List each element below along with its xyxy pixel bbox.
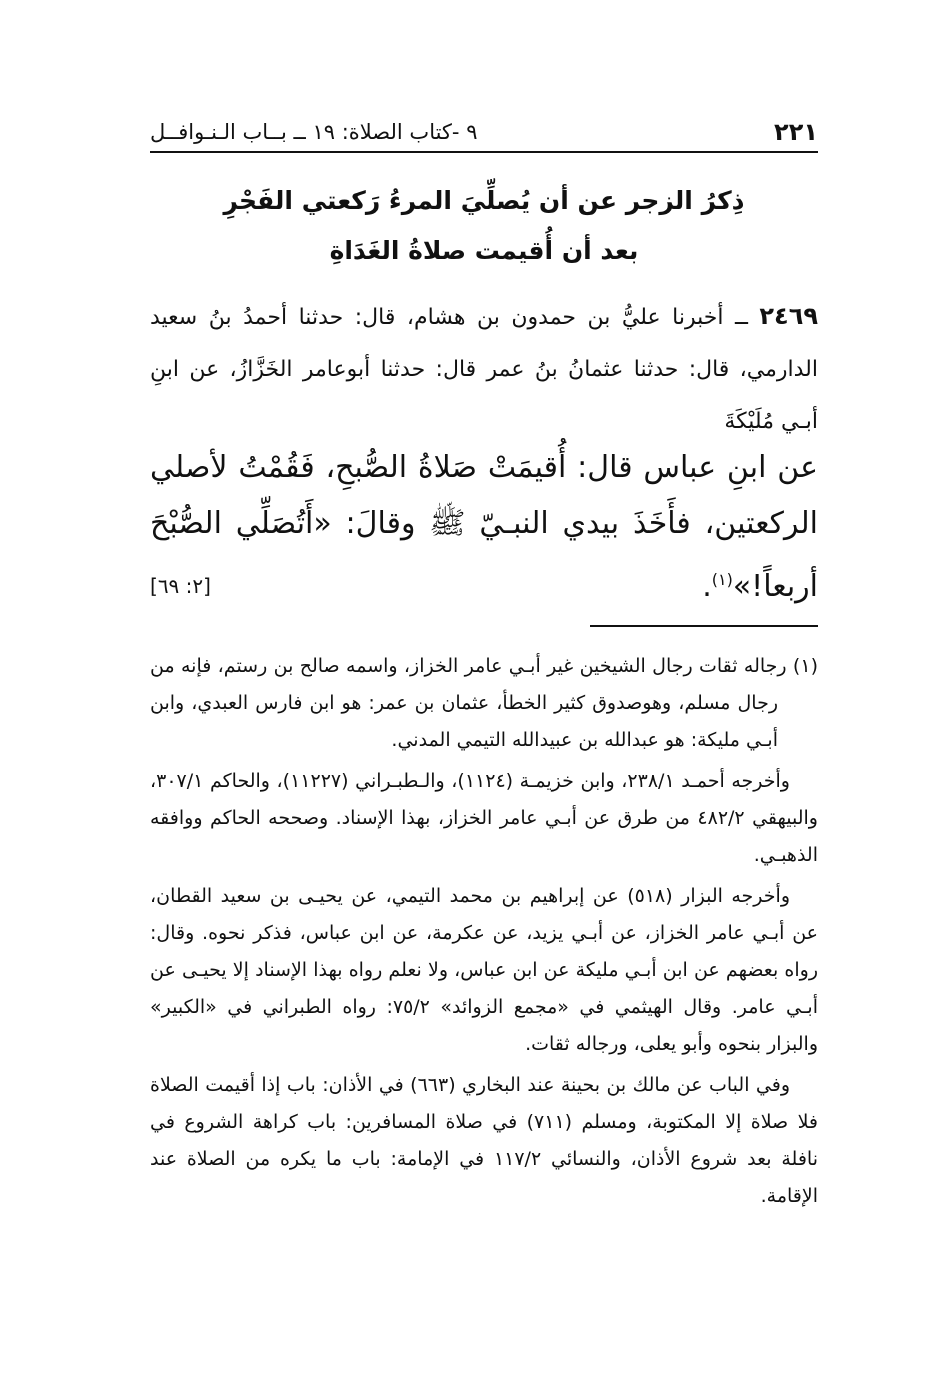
chapter-title-line1: ذِكرُ الزجر عن أن يُصلِّيَ المرءُ رَكعتي الفَجْرِ <box>223 186 745 215</box>
chapter-title <box>150 176 818 276</box>
hadith-isnad <box>150 290 818 448</box>
chapter-title-line2: بعد أن أُقيمت صلاةُ الغَدَاةِ <box>329 236 639 265</box>
section-title: ٩ -كتاب الصلاة: ١٩ ــ بــاب الـنـوافــل <box>150 120 478 144</box>
hadith-number: ٢٤٦٩ <box>759 302 818 330</box>
running-header <box>150 112 818 152</box>
isnad-text: ــ أخبرنا عليُّ بن حمدون بن هشام، قال: حدثنا أحمدُ بنُ سعيد الدارمي، قال: حدثنا عثمانُ بنُ عمر قال: حدثنا أبوعامر الخَزَّازُ، عن ابنِ أبـي مُلَيْكَةَ <box>150 305 818 434</box>
matn-text: عن ابنِ عباس قال: أُقيمَتْ صَلاةُ الصُّبحِ، فَقُمْتُ لأصلي الركعتين، فأَخَذَ بيدي النبـيّ ﷺ وقالَ: «أَتُصَلِّي الصُّبْحَ أربعاً!» <box>150 450 818 604</box>
hadith-matn: عن ابنِ عباس قال: أُقيمَتْ صَلاةُ الصُّبحِ، فَقُمْتُ لأصلي الركعتين، فأَخَذَ بيدي النبـيّ ﷺ وقالَ: «أَتُصَلِّي الصُّبْحَ أربعاً!»$^{(١)}$. [٢: ٦٩] <box>150 440 818 615</box>
footnote-1: (١) رجاله ثقات رجال الشيخين غير أبـي عامر الخزاز، واسمه صالح بن رستم، فإنه من رجال مسلم، وهوصدوق كثير الخطأ، عثمان بن عمر: هو ابن فارس العبدي، وابن أبـي مليكة: هو عبدالله بن عبيدالله التيمي المدني. <box>150 655 818 751</box>
footnote-rule <box>590 625 818 627</box>
footnotes <box>150 648 818 1219</box>
hadith-reference: [٢: ٦٩] <box>150 574 211 598</box>
page-number: ٢٢١ <box>774 118 818 146</box>
footnote-paragraph: وأخرجه أحمـد ٢٣٨/١، وابن خزيمـة (١١٢٤)، والـطبـراني (١١٢٢٧)، والحاكم ٣٠٧/١، والبيهقي ٤٨٢/٢ من طرق عن أبـي عامر الخزاز، بهذا الإسناد. وصححه الحاكم ووافقه الذهبـي. <box>150 770 818 866</box>
footnote-paragraph: وفي الباب عن مالك بن بحينة عند البخاري (٦٦٣) في الأذان: باب إذا أقيمت الصلاة فلا صلاة إلا المكتوبة، ومسلم (٧١١) في صلاة المسافرين: باب كراهة الشروع في نافلة بعد شروع الأذان، والنسائي ١١٧/٢ في الإمامة: باب ما يكره من الصلاة عند الإقامة. <box>150 1074 818 1207</box>
footnote-marker: (١) <box>711 570 733 589</box>
header-rule <box>150 151 818 153</box>
footnote-paragraph: وأخرجه البزار (٥١٨) عن إبراهيم بن محمد التيمي، عن يحيـى بن سعيد القطان، عن أبـي عامر الخزاز، عن أبـي يزيد، عن عكرمة، عن ابن عباس، فذكر نحوه. وقال: رواه بعضهم عن ابن أبـي مليكة عن ابن عباس، ولا نعلم رواه بهذا الإسناد إلا يحيـى عن أبـي عامر. وقال الهيثمي في «مجمع الزوائد» ٧٥/٢: رواه الطبراني في «الكبير» والبزار بنحوه وأبو يعلى، ورجاله ثقات. <box>150 885 818 1055</box>
